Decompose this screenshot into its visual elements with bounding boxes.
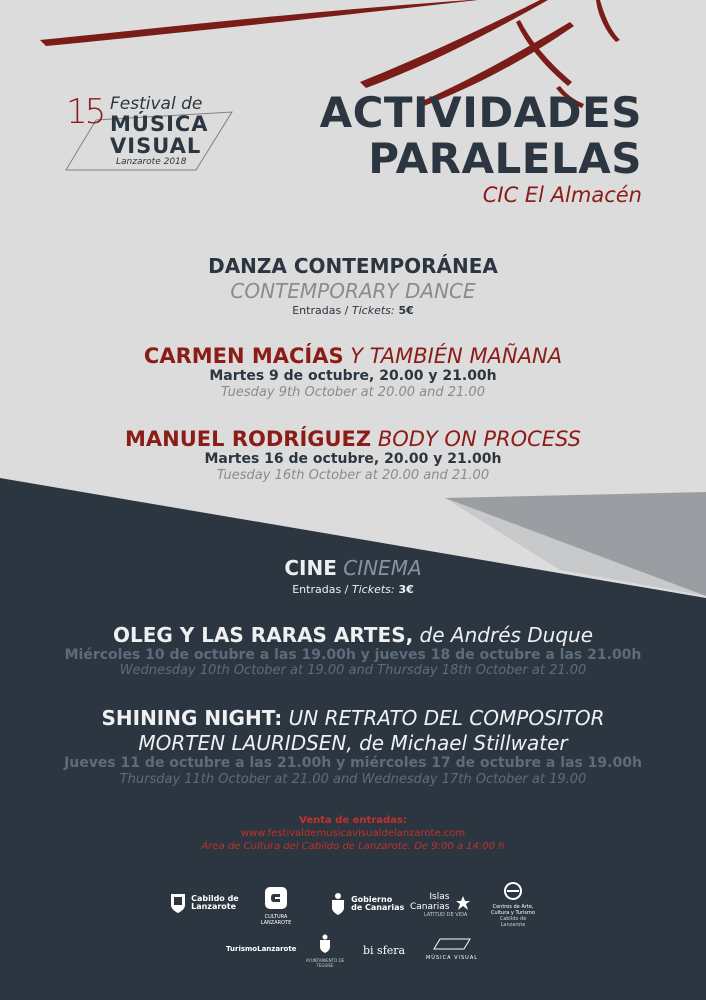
cultura-label: CULTURA LANZAROTE — [260, 914, 292, 926]
tickets-label-en: Tickets: — [351, 583, 395, 596]
tickets-label-en: Tickets: — [351, 304, 395, 317]
danza-price: 5€ — [394, 304, 414, 317]
sponsor-turismo: TurismoLanzarote — [226, 945, 297, 953]
logo-visual: VISUAL — [110, 134, 202, 158]
cine-tickets — [0, 583, 706, 596]
islas-tag: LATITUD DE VIDA — [424, 911, 468, 918]
sponsor-cultura — [250, 886, 302, 926]
danza-title: DANZA CONTEMPORÁNEA — [208, 254, 498, 278]
film-name: OLEG Y LAS RARAS ARTES, — [112, 623, 414, 647]
sponsor-ayuntamiento — [304, 934, 346, 968]
film-subtitle: UN RETRATO DEL COMPOSITOR — [282, 706, 605, 730]
cabildo-shield-icon — [170, 892, 186, 914]
centros-label-1: Centros de Arte, — [492, 904, 534, 910]
logo-festival: Festival de — [110, 94, 203, 114]
event-work: BODY ON PROCESS — [371, 427, 581, 451]
cine-title — [0, 556, 706, 580]
film-title-line2 — [0, 731, 706, 755]
sponsor-centros — [488, 882, 538, 928]
event-title — [0, 344, 706, 368]
musica-visual-logo-icon — [432, 937, 472, 951]
film-director: de Andrés Duque — [413, 623, 594, 647]
danza-subtitle: CONTEMPORARY DANCE — [230, 279, 476, 303]
logo-musica: MÚSICA — [110, 112, 209, 136]
logo-number: 15 — [66, 92, 104, 132]
ayuntamiento-label: AYUNTAMIENTO DE TEGUISE — [305, 958, 345, 968]
tickets-label: Entradas / — [292, 583, 352, 596]
event-artist: MANUEL RODRÍGUEZ — [125, 427, 372, 451]
film-date: Jueves 11 de octubre a las 21.00h y miércoles 17 de octubre a las 19.00h — [64, 755, 642, 771]
brushstroke-1 — [40, 0, 478, 46]
event-title — [0, 427, 706, 451]
sponsor-musica-visual — [422, 936, 482, 961]
cabildo-label: Cabildo de Lanzarote — [191, 893, 239, 911]
tickets-label: Entradas / — [292, 304, 352, 317]
film-director: MORTEN LAURIDSEN, de Michael Stillwater — [138, 731, 568, 755]
film-name: SHINING NIGHT: — [101, 706, 283, 730]
venue-subtitle: CIC El Almacén — [482, 183, 642, 207]
sponsor-islas — [410, 892, 471, 918]
gobierno-shield-icon — [330, 892, 346, 916]
event-artist: CARMEN MACÍAS — [143, 344, 344, 368]
page-title-line2: PARALELAS — [368, 134, 642, 183]
event-work: Y TAMBIÉN MAÑANA — [343, 344, 563, 368]
ayuntamiento-shield-icon — [318, 934, 332, 954]
sale-heading: Venta de entradas: — [299, 815, 407, 826]
film-title — [0, 706, 706, 730]
cine-title-en: CINEMA — [336, 556, 422, 580]
film-date-en: Wednesday 10th October at 19.00 and Thursday 18th October at 21.00 — [119, 663, 587, 678]
event-date-en: Tuesday 16th October at 20.00 and 21.00 — [216, 468, 490, 483]
brushstroke-2 — [360, 0, 548, 88]
cultura-logo-icon — [264, 886, 288, 910]
event-date-en: Tuesday 9th October at 20.00 and 21.00 — [221, 385, 485, 400]
centros-label-3: Cabildo de Lanzarote — [499, 916, 527, 928]
musica-visual-label: MÚSICA VISUAL — [425, 955, 479, 961]
film-title — [0, 623, 706, 647]
danza-tickets — [0, 304, 706, 317]
sponsor-biosfera: bi sfera — [363, 944, 406, 957]
gobierno-label: Gobierno de Canarias — [351, 894, 405, 912]
event-date: Martes 9 de octubre, 20.00 y 21.00h — [209, 368, 497, 384]
cine-price: 3€ — [394, 583, 414, 596]
sale-place: Área de Cultura del Cabildo de Lanzarote. De 9:00 a 14:00 h — [201, 841, 505, 852]
event-date: Martes 16 de octubre, 20.00 y 21.00h — [204, 451, 502, 467]
islas-star-icon — [455, 895, 471, 911]
sponsor-cabildo — [170, 892, 239, 914]
centros-logo-icon — [502, 882, 524, 900]
film-date-en: Thursday 11th October at 21.00 and Wednesday 17th October at 19.00 — [119, 772, 587, 787]
cine-title-es: CINE — [284, 556, 337, 580]
sale-url[interactable]: www.festivaldemusicavisualdelanzarote.com — [240, 828, 466, 839]
centros-label-2: Cultura y Turismo — [491, 910, 535, 916]
film-date: Miércoles 10 de octubre a las 19.00h y jueves 18 de octubre a las 21.00h — [64, 647, 642, 663]
page-title-line1: ACTIVIDADES — [319, 88, 642, 137]
islas-label: Islas Canarias — [410, 892, 450, 912]
sponsor-gobierno — [330, 892, 404, 916]
logo-year: Lanzarote 2018 — [116, 157, 187, 167]
brushstroke-5 — [596, 0, 620, 42]
